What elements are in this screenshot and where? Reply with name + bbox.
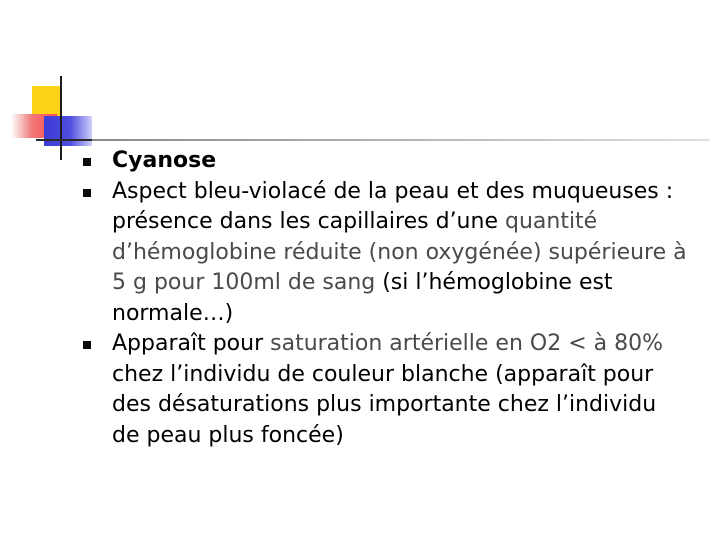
square-bullet-icon bbox=[83, 189, 91, 197]
bullet-title: Cyanose bbox=[112, 148, 217, 173]
bullet-text: Aspect bleu-violacé de la peau et des muqueuses : présence dans les capillaires d’une bbox=[112, 178, 674, 234]
bullet-item-cyanose bbox=[112, 146, 687, 177]
bullet-item-aspect bbox=[112, 177, 687, 330]
title-underline bbox=[92, 139, 710, 141]
yellow-square bbox=[32, 86, 60, 116]
vertical-rule bbox=[60, 76, 62, 160]
bullet-item-apparait bbox=[112, 329, 687, 451]
bullet-emphasis: quantité d’hémoglobine réduite (non oxygénée) supérieure à 5 g pour 100ml de sang bbox=[112, 209, 687, 295]
square-bullet-icon bbox=[83, 158, 91, 166]
bullet-list bbox=[112, 146, 687, 451]
square-bullet-icon bbox=[83, 341, 91, 349]
bullet-text: (si l’hémoglobine est normale…) bbox=[112, 270, 613, 326]
title-underline-dark bbox=[36, 139, 96, 141]
bullet-emphasis: saturation artérielle en O2 < à 80% bbox=[270, 331, 664, 356]
bullet-text: Apparaît pour bbox=[112, 331, 271, 356]
bullet-text: chez l’individu de couleur blanche (apparaît pour des désaturations plus importante chez l’individu de peau plus foncée) bbox=[112, 361, 657, 448]
blue-square bbox=[44, 116, 92, 146]
